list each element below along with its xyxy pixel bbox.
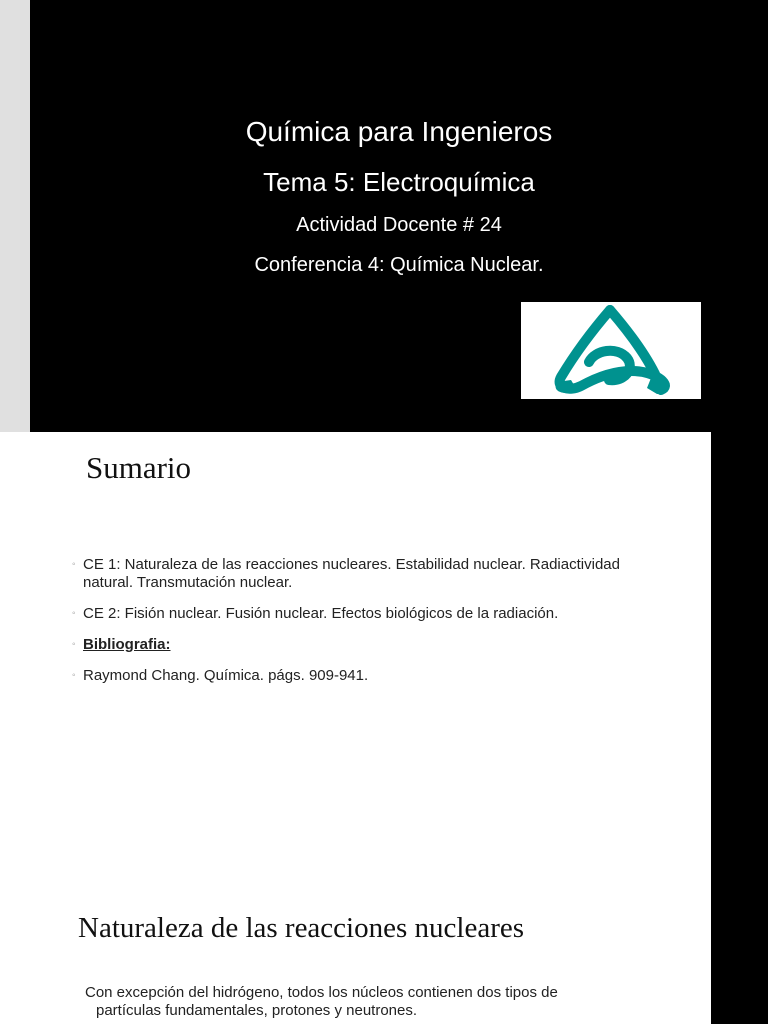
body-text xyxy=(85,984,615,1020)
summary-list xyxy=(72,556,672,698)
topic-title: Tema 5: Electroquímica xyxy=(263,167,535,197)
section-title: Naturaleza de las reacciones nucleares xyxy=(78,912,525,944)
list-item: ◦ CE 2: Fisión nuclear. Fusión nuclear. Efectos biológicos de la radiación. xyxy=(72,605,559,622)
bullet-icon: ◦ xyxy=(72,608,76,619)
list-item: ◦ Raymond Chang. Química. págs. 909-941. xyxy=(72,667,369,684)
summary-slide xyxy=(0,432,768,866)
bibliography-heading: ◦ Bibliografia: xyxy=(72,636,171,653)
list-item: ◦ CE 1: Naturaleza de las reacciones nucleares. Estabilidad nuclear. Radiactividad natural. Transmutación nuclear. xyxy=(72,556,620,591)
body-line-2: partículas fundamentales, protones y neutrones. xyxy=(96,1002,418,1019)
logo xyxy=(521,302,701,399)
bullet-icon: ◦ xyxy=(72,639,76,650)
bullet-icon: ◦ xyxy=(72,559,76,570)
activity-label: Actividad Docente # 24 xyxy=(296,214,502,236)
slide-side-bar xyxy=(711,866,768,1024)
trefoil-logo-icon xyxy=(521,302,701,399)
content-slide xyxy=(0,866,768,1024)
course-title: Química para Ingenieros xyxy=(245,116,553,147)
slide-side-bar xyxy=(711,432,768,866)
title-slide xyxy=(0,0,768,432)
summary-title: Sumario xyxy=(86,450,192,485)
body-line-1: Con excepción del hidrógeno, todos los núcleos contienen dos tipos de xyxy=(85,984,558,1001)
bullet-icon: ◦ xyxy=(72,670,76,681)
lecture-label: Conferencia 4: Química Nuclear. xyxy=(254,254,544,276)
slide-left-strip xyxy=(0,0,30,432)
